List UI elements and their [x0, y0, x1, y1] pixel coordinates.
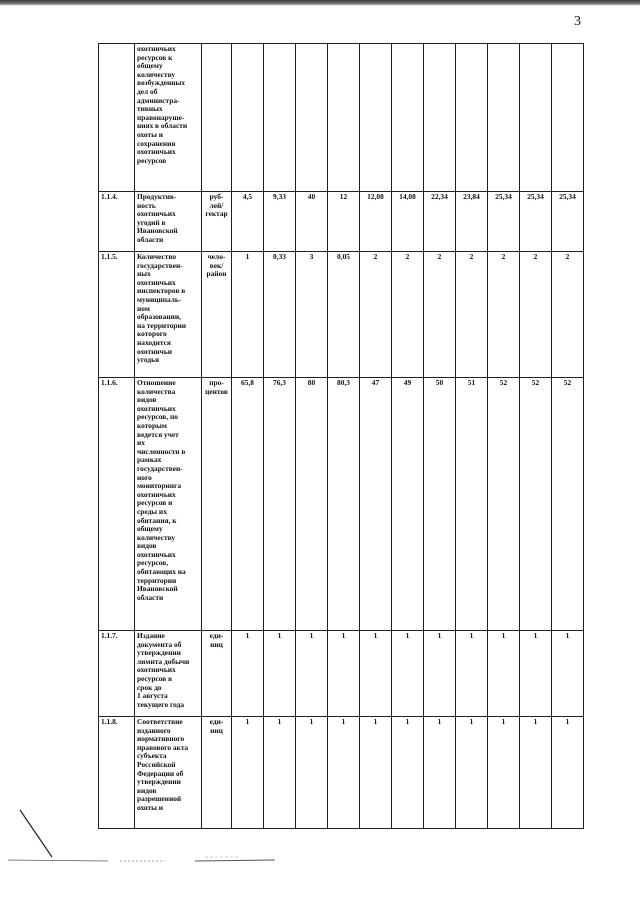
value-cell: 50 — [424, 378, 456, 631]
value-cell: 1 — [264, 717, 296, 829]
value-cell: 76,3 — [264, 378, 296, 631]
indicator-name: Издание документа об утверждении лимита добычи охотничьих ресурсов в срок до 1 августа текущего года — [135, 631, 202, 717]
table-row — [99, 44, 584, 192]
value-cell: 9,33 — [264, 192, 296, 252]
handwritten-stroke — [0, 795, 640, 905]
value-cell: 80,3 — [328, 378, 360, 631]
value-cell: 80 — [296, 378, 328, 631]
value-cell — [232, 44, 264, 192]
value-cell: 47 — [360, 378, 392, 631]
value-cell: 1 — [232, 717, 264, 829]
value-cell: 52 — [488, 378, 520, 631]
indicator-name: Отношение количества видов охотничьих ресурсов, по которым ведется учет их численности в рамках государствен- ного мониторинга охотничьих ресурсов и среды их обитания, к общему количеству видов охотничьих ресурсов, обитающих на территории Ивановской области — [135, 378, 202, 631]
table-row — [99, 631, 584, 717]
value-cell — [424, 44, 456, 192]
row-number: 1.1.8. — [99, 717, 135, 829]
unit-cell: чело- век/ район — [202, 252, 232, 378]
value-cell — [328, 44, 360, 192]
value-cell: 1 — [520, 717, 552, 829]
value-cell — [392, 44, 424, 192]
value-cell — [520, 44, 552, 192]
value-cell: 1 — [488, 717, 520, 829]
value-cell: 1 — [360, 631, 392, 717]
value-cell — [360, 44, 392, 192]
unit-cell — [202, 44, 232, 192]
value-cell: 1 — [552, 717, 584, 829]
value-cell: 40 — [296, 192, 328, 252]
value-cell: 1 — [520, 631, 552, 717]
value-cell: 65,8 — [232, 378, 264, 631]
value-cell: 1 — [424, 717, 456, 829]
value-cell: 2 — [488, 252, 520, 378]
value-cell: 1 — [456, 717, 488, 829]
value-cell: 51 — [456, 378, 488, 631]
row-number — [99, 44, 135, 192]
value-cell: 1 — [296, 631, 328, 717]
table-row — [99, 252, 584, 378]
table-row — [99, 192, 584, 252]
indicator-name: Количество государствен- ных охотничьих инспекторов в муниципаль- ном образовании, на территории которого находится охотничьи угодья — [135, 252, 202, 378]
value-cell: 0,33 — [264, 252, 296, 378]
value-cell: 52 — [552, 378, 584, 631]
value-cell: 1 — [264, 631, 296, 717]
row-number: 1.1.6. — [99, 378, 135, 631]
value-cell: 25,34 — [488, 192, 520, 252]
value-cell: 2 — [456, 252, 488, 378]
row-number: 1.1.4. — [99, 192, 135, 252]
indicator-name: охотничьих ресурсов к общему количеству возбужденных дел об администра- тивных правонаруше- ниях в области охоты и сохранения охотничьих ресурсов — [135, 44, 202, 192]
value-cell: 4,5 — [232, 192, 264, 252]
value-cell: 2 — [360, 252, 392, 378]
unit-cell: еди- ниц — [202, 631, 232, 717]
value-cell: 12,08 — [360, 192, 392, 252]
value-cell: 1 — [488, 631, 520, 717]
value-cell: 23,84 — [456, 192, 488, 252]
indicators-table — [98, 43, 584, 829]
value-cell: 1 — [392, 631, 424, 717]
value-cell: 1 — [328, 631, 360, 717]
value-cell: 22,34 — [424, 192, 456, 252]
value-cell: 3 — [296, 252, 328, 378]
table-row — [99, 378, 584, 631]
value-cell: 52 — [520, 378, 552, 631]
value-cell: 1 — [296, 717, 328, 829]
value-cell: 2 — [520, 252, 552, 378]
value-cell: 2 — [424, 252, 456, 378]
value-cell: 12 — [328, 192, 360, 252]
value-cell: 2 — [392, 252, 424, 378]
value-cell: 1 — [360, 717, 392, 829]
value-cell: 1 — [328, 717, 360, 829]
value-cell: 1 — [392, 717, 424, 829]
value-cell — [552, 44, 584, 192]
value-cell: 1 — [552, 631, 584, 717]
indicator-name: Продуктив- ность охотничьих угодий в Ивановской области — [135, 192, 202, 252]
row-number: 1.1.7. — [99, 631, 135, 717]
indicator-name: Соответствие изданного нормативного правового акта субъекта Российской Федерации об утверждении видов разрешенной охоты и — [135, 717, 202, 829]
scan-top-edge — [0, 0, 640, 6]
row-number: 1.1.5. — [99, 252, 135, 378]
page-number: 3 — [574, 14, 581, 29]
value-cell: 1 — [232, 252, 264, 378]
value-cell: 1 — [424, 631, 456, 717]
value-cell: 14,08 — [392, 192, 424, 252]
value-cell: 49 — [392, 378, 424, 631]
value-cell — [488, 44, 520, 192]
value-cell: 2 — [552, 252, 584, 378]
value-cell — [456, 44, 488, 192]
unit-cell: еди- ниц — [202, 717, 232, 829]
value-cell: 25,34 — [552, 192, 584, 252]
value-cell: 1 — [232, 631, 264, 717]
value-cell: 1 — [456, 631, 488, 717]
unit-cell: руб- лей/ гектар — [202, 192, 232, 252]
value-cell: 0,05 — [328, 252, 360, 378]
value-cell — [296, 44, 328, 192]
value-cell: 25,34 — [520, 192, 552, 252]
value-cell — [264, 44, 296, 192]
unit-cell: про- центов — [202, 378, 232, 631]
